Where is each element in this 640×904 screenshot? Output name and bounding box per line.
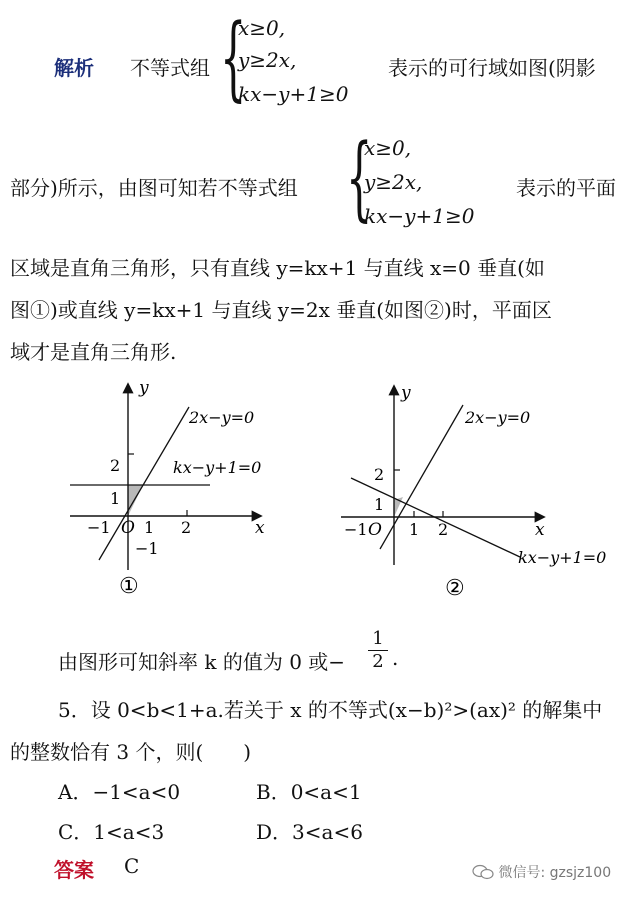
system-row-2: y≥2x, [238, 48, 297, 72]
lead-text-1: 不等式组 [130, 56, 210, 80]
figure-1 [70, 378, 265, 599]
paragraph-line-2: 图①)或直线 y=kx+1 与直线 y=2x 垂直(如图②)时，平面区 [10, 298, 552, 322]
tick-label: 1 [409, 520, 420, 539]
system-row-3: kx−y+1≥0 [364, 204, 475, 228]
analysis-label: 解析 [54, 56, 94, 80]
answer-label: 答案 [54, 858, 94, 882]
line-label-kx-y: kx−y+1=0 [173, 458, 262, 477]
system-row-1: x≥0, [364, 136, 412, 160]
tick-label: 1 [374, 495, 385, 514]
watermark-text: 微信号: gzsjz100 [498, 865, 612, 881]
tick-label: −1 [87, 518, 111, 537]
y-axis-label: y [139, 378, 149, 398]
line-2x-minus-y [380, 405, 463, 549]
conclusion-text: 由图形可知斜率 k 的值为 0 或− [58, 650, 346, 674]
tick-label: −1 [135, 539, 159, 558]
tick-label: 1 [110, 489, 121, 508]
tick-label: −1 [344, 520, 368, 539]
lead-text-2: 部分)所示，由图可知若不等式组 [10, 176, 298, 200]
left-brace: { [220, 4, 247, 111]
tick-label: 2 [110, 456, 121, 475]
inequality-system-2 [346, 124, 506, 231]
wechat-icon [472, 864, 494, 880]
tick-label: 2 [438, 520, 449, 539]
tick-label: 2 [374, 465, 385, 484]
origin-label: O [368, 520, 382, 540]
figure-2 [341, 383, 606, 601]
tail-text-2: 表示的平面 [516, 176, 616, 200]
line-2x-minus-y [99, 407, 192, 560]
system-row-3: kx−y+1≥0 [238, 82, 349, 106]
option-c: C．1<a<3 [58, 820, 165, 844]
tick-label: 2 [181, 518, 192, 537]
question-5-line-1: 5．设 0<b<1+a.若关于 x 的不等式(x−b)²>(ax)² 的解集中 [58, 698, 603, 722]
x-axis-label: x [255, 518, 265, 538]
x-axis-label: x [535, 520, 545, 540]
figure-caption: ② [445, 576, 465, 601]
tail-text-1: 表示的可行域如图(阴影 [388, 56, 596, 80]
paragraph-line-3: 域才是直角三角形. [10, 340, 177, 364]
line-label-kx-y: kx−y+1=0 [518, 548, 607, 567]
paragraph-line-1: 区域是直角三角形，只有直线 y=kx+1 与直线 x=0 垂直(如 [10, 256, 545, 280]
watermark [472, 862, 611, 882]
conclusion-period: . [392, 646, 399, 670]
system-row-2: y≥2x, [364, 170, 423, 194]
question-5-line-2: 的整数恰有 3 个，则( ) [10, 740, 252, 764]
left-brace: { [346, 124, 373, 231]
system-row-1: x≥0, [238, 16, 286, 40]
option-a: A．−1<a<0 [58, 780, 181, 804]
y-axis-label: y [401, 383, 411, 403]
origin-label: O [121, 518, 135, 538]
inequality-system-1 [220, 4, 370, 111]
fraction-denominator: 2 [368, 650, 388, 673]
fraction-one-half [368, 628, 388, 673]
fraction-numerator: 1 [372, 628, 384, 649]
option-d: D．3<a<6 [256, 820, 363, 844]
tick-label: 1 [144, 518, 155, 537]
answer-value: C [124, 854, 140, 878]
line-label-2x-y: 2x−y=0 [465, 408, 531, 427]
figure-caption: ① [119, 574, 139, 599]
option-b: B．0<a<1 [256, 780, 362, 804]
figures [55, 365, 635, 625]
line-label-2x-y: 2x−y=0 [189, 408, 255, 427]
